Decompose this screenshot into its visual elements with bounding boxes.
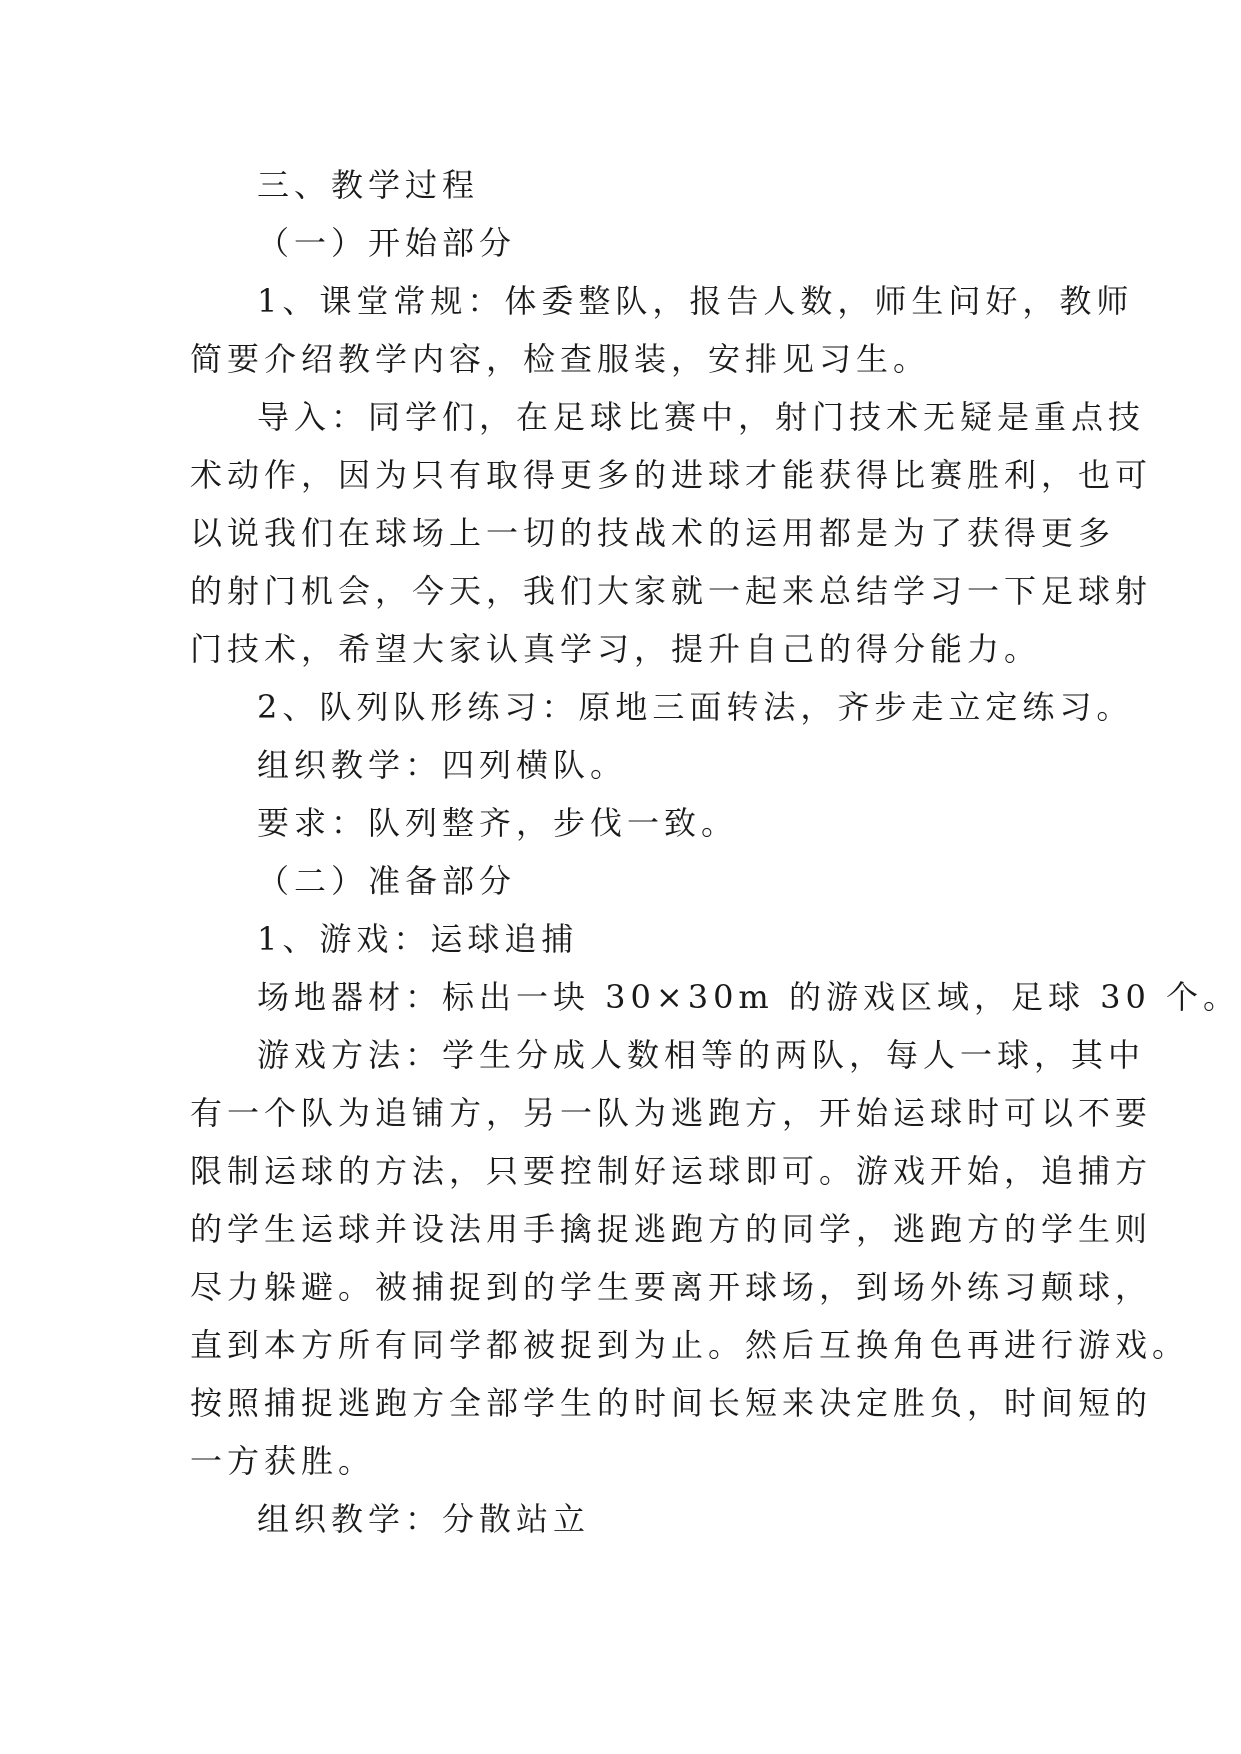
paragraph-line: 的学生运球并设法用手擒捉逃跑方的同学，逃跑方的学生则: [190, 1210, 1153, 1248]
paragraph-line: 一方获胜。: [190, 1442, 376, 1480]
paragraph-line: 2、队列队形练习：原地三面转法，齐步走立定练习。: [257, 688, 1134, 726]
paragraph-line: 场地器材：标出一块 30×30m 的游戏区域，足球 30 个。: [257, 978, 1241, 1016]
paragraph-line: 1、游戏：运球追捕: [257, 920, 579, 958]
paragraph-line: 1、课堂常规：体委整队，报告人数，师生问好，教师: [257, 282, 1134, 320]
paragraph-line: 导入：同学们，在足球比赛中，射门技术无疑是重点技: [257, 398, 1146, 436]
paragraph-line: 尽力躲避。被捕捉到的学生要离开球场，到场外练习颠球，: [190, 1268, 1153, 1306]
paragraph-line: 按照捕捉逃跑方全部学生的时间长短来决定胜负，时间短的: [190, 1384, 1153, 1422]
paragraph-line: 组织教学：分散站立: [257, 1500, 591, 1538]
paragraph-line: 有一个队为追铺方，另一队为逃跑方，开始运球时可以不要: [190, 1094, 1153, 1132]
paragraph-line: 要求：队列整齐，步伐一致。: [257, 804, 739, 842]
paragraph-line: 组织教学：四列横队。: [257, 746, 628, 784]
section-heading: 三、教学过程: [257, 166, 480, 204]
paragraph-line: 门技术，希望大家认真学习，提升自己的得分能力。: [190, 630, 1042, 668]
paragraph-line: 直到本方所有同学都被捉到为止。然后互换角色再进行游戏。: [190, 1326, 1190, 1364]
paragraph-line: 简要介绍教学内容，检查服装，安排见习生。: [190, 340, 931, 378]
paragraph-line: 术动作，因为只有取得更多的进球才能获得比赛胜利，也可: [190, 456, 1153, 494]
paragraph-line: 限制运球的方法，只要控制好运球即可。游戏开始，追捕方: [190, 1152, 1153, 1190]
paragraph-line: 以说我们在球场上一切的技战术的运用都是为了获得更多: [190, 514, 1116, 552]
paragraph-line: 的射门机会，今天，我们大家就一起来总结学习一下足球射: [190, 572, 1153, 610]
subsection-heading: （一）开始部分: [257, 224, 517, 262]
paragraph-line: 游戏方法：学生分成人数相等的两队，每人一球，其中: [257, 1036, 1146, 1074]
subsection-heading: （二）准备部分: [257, 862, 517, 900]
